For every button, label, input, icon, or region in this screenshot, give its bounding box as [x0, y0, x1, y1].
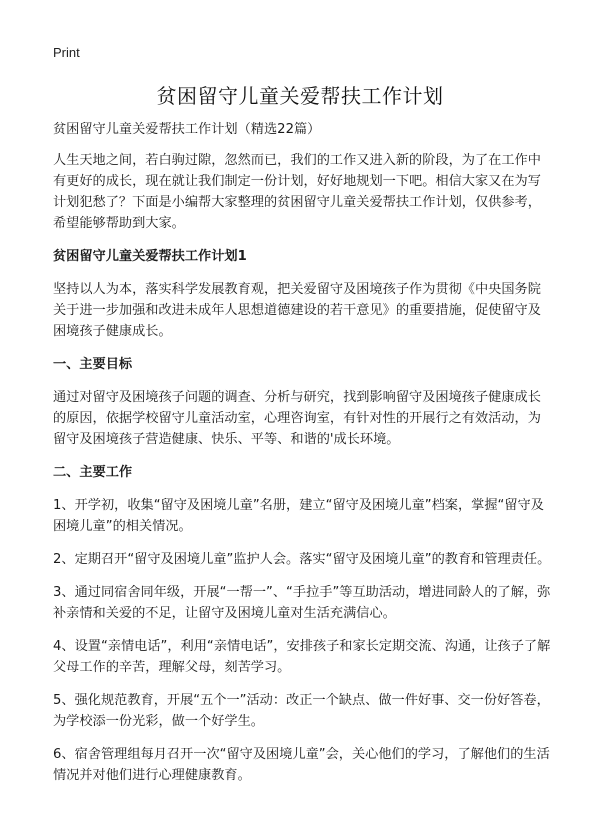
- document-body: [53, 119, 553, 798]
- section1-heading: 一、主要目标: [53, 357, 133, 372]
- list-item: 1、开学初，收集“留守及困境儿童”名册，建立“留守及困境儿童”档案，掌握“留守及困境儿童”的相关情况。: [53, 498, 544, 534]
- plan1-intro-paragraph: 坚持以人为本，落实科学发展教育观，把关爱留守及困境孩子作为贯彻《中央国务院关于进一步加强和改进未成年人思想道德建设的若干意见》的重要措施，促使留守及困境孩子健康成长。: [53, 282, 541, 339]
- list-item: 2、定期召开“留守及困境儿童”监护人会。落实“留守及困境儿童”的教育和管理责任。: [53, 552, 551, 567]
- page-title: 贫困留守儿童关爱帮扶工作计划: [156, 84, 444, 108]
- list-item: 5、强化规范教育，开展“五个一”活动：改正一个缺点、做一件好事、交一份好答卷，为学校添一份光彩，做一个好学生。: [53, 693, 550, 729]
- print-link[interactable]: Print: [53, 45, 80, 60]
- list-item: 4、设置“亲情电话”，利用“亲情电话”，安排孩子和家长定期交流、沟通，让孩子了解父母工作的辛苦，理解父母，刻苦学习。: [53, 639, 551, 675]
- list-item: 3、通过同宿舍同年级，开展“一帮一”、“手拉手”等互助活动，增进同龄人的了解，弥补亲情和关爱的不足，让留守及困境儿童对生活充满信心。: [53, 585, 551, 621]
- list-item: 6、宿舍管理组每月召开一次“留守及困境儿童”会，关心他们的学习，了解他们的生活情况并对他们进行心理健康教育。: [53, 747, 550, 783]
- section1-paragraph: 通过对留守及困境孩子问题的调查、分析与研究，找到影响留守及困境孩子健康成长的原因，依据学校留守儿童活动室，心理咨询室，有针对性的开展行之有效活动，为留守及困境孩子营造健康、快乐、平等、和谐的'成长环境。: [53, 390, 541, 447]
- plan1-heading: 贫困留守儿童关爱帮扶工作计划1: [53, 249, 247, 264]
- document-subtitle: 贫困留守儿童关爱帮扶工作计划（精选22篇）: [53, 122, 321, 137]
- intro-paragraph: 人生天地之间，若白驹过隙，忽然而已，我们的工作又进入新的阶段，为了在工作中有更好的成长，现在就让我们制定一份计划，好好地规划一下吧。相信大家又在为写计划犯愁了？下面是小编帮大家整理的贫困留守儿童关爱帮扶工作计划，仅供参考，希望能够帮助到大家。: [53, 153, 541, 231]
- section2-heading: 二、主要工作: [53, 465, 133, 480]
